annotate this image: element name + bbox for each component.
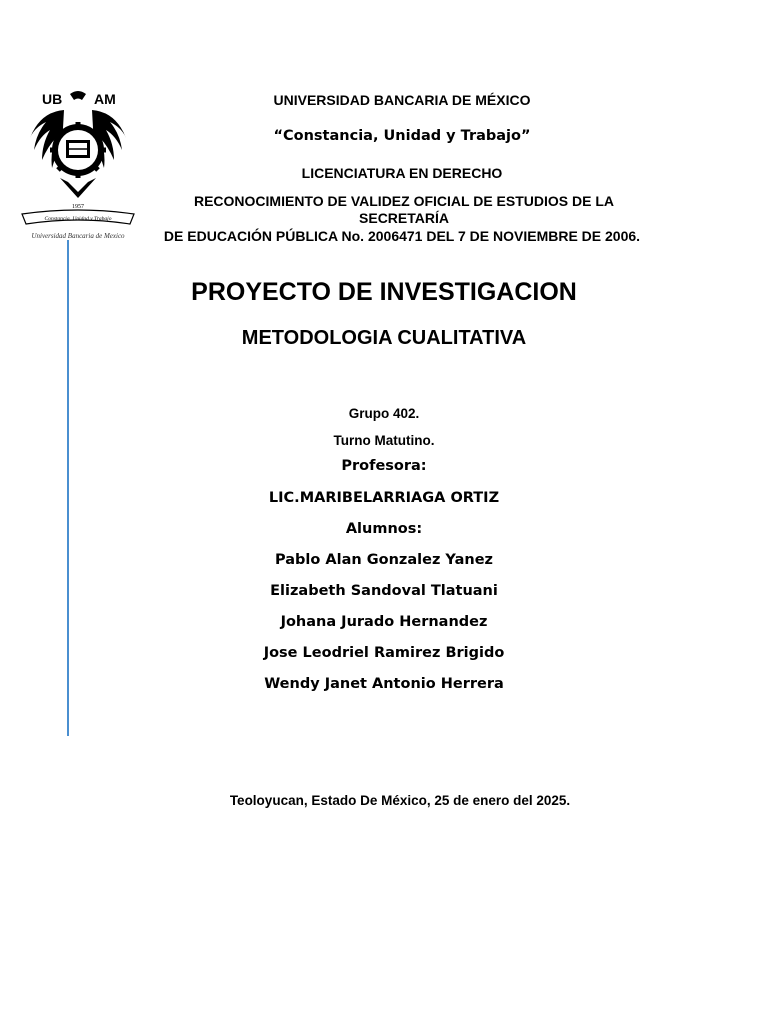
- student-name: Pablo Alan Gonzalez Yanez: [275, 552, 493, 568]
- student-name: Johana Jurado Hernandez: [280, 614, 488, 630]
- degree-name: LICENCIATURA EN DERECHO: [301, 165, 503, 181]
- margin-rule: [67, 240, 69, 736]
- rvoe-line-3: DE EDUCACIÓN PÚBLICA No. 2006471 DEL 7 DE NOVIEMBRE DE 2006.: [163, 228, 641, 244]
- group-number: Grupo 402.: [348, 406, 420, 421]
- logo-ribbon-text: Constancia, Unidad y Trabajo: [44, 216, 112, 222]
- students-label: Alumnos:: [345, 521, 423, 537]
- teacher-name: LIC.MARIBELARRIAGA ORTIZ: [268, 490, 500, 506]
- logo-year: 1957: [72, 204, 84, 210]
- rvoe-line-1: RECONOCIMIENTO DE VALIDEZ OFICIAL DE ESTUDIOS DE LA: [193, 193, 615, 209]
- student-name: Elizabeth Sandoval Tlatuani: [270, 583, 498, 599]
- student-name: Jose Leodriel Ramirez Brigido: [263, 645, 505, 661]
- logo-text-am: AM: [94, 91, 116, 107]
- project-subtitle: METODOLOGIA CUALITATIVA: [241, 327, 527, 349]
- student-name: Wendy Janet Antonio Herrera: [264, 676, 504, 692]
- rvoe-line-2: SECRETARÍA: [359, 210, 449, 226]
- logo-bottom-text: Universidad Bancaria de Mexico: [31, 232, 125, 240]
- logo-text-ub: UB: [42, 91, 63, 107]
- place-and-date: Teoloyucan, Estado De México, 25 de enero del 2025.: [229, 793, 571, 808]
- teacher-label: Profesora:: [341, 458, 427, 474]
- project-title: PROYECTO DE INVESTIGACION: [191, 278, 577, 306]
- shift: Turno Matutino.: [333, 433, 435, 448]
- university-motto: “Constancia, Unidad y Trabajo”: [273, 128, 531, 144]
- university-name: UNIVERSIDAD BANCARIA DE MÉXICO: [273, 92, 531, 108]
